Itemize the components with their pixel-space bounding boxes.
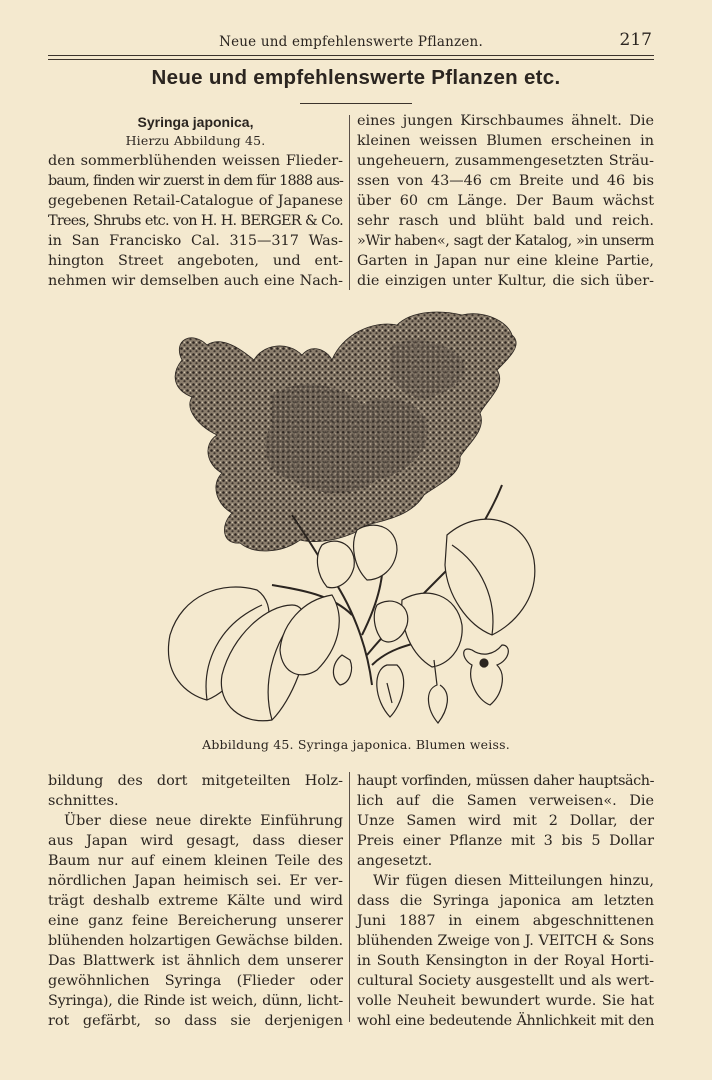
page-number: 217 xyxy=(619,30,652,50)
syringa-illustration xyxy=(162,305,542,730)
running-head xyxy=(48,30,654,52)
text-line: aus Japan wird gesagt, dass dieser xyxy=(48,833,343,849)
text-line: trägt deshalb extreme Kälte und wird xyxy=(48,893,343,909)
text-line: baum, finden wir zuerst in dem für 1888 aus- xyxy=(48,173,343,189)
text-line: rot gefärbt, so dass sie derjenigen xyxy=(48,1013,343,1029)
text-line: Syringa), die Rinde ist weich, dünn, licht- xyxy=(48,993,343,1009)
text-line: Trees, Shrubs etc. von H. H. BERGER & Co. xyxy=(48,213,343,229)
top-left-column xyxy=(48,151,343,291)
text-line: wohl eine bedeutende Ähnlichkeit mit den xyxy=(357,1013,654,1029)
bottom-left-column xyxy=(48,771,343,1031)
text-line: die einzigen unter Kultur, die sich über- xyxy=(357,273,654,289)
text-line: gewöhnlichen Syringa (Flieder oder xyxy=(48,973,343,989)
figure-caption: Abbildung 45. Syringa japonica. Blumen weiss. xyxy=(202,737,510,752)
text-line: schnittes. xyxy=(48,793,119,809)
text-line: blühenden holzartigen Gewächse bilden. xyxy=(48,933,343,949)
text-line: eines jungen Kirschbaumes ähnelt. Die xyxy=(357,113,654,129)
text-line: nehmen wir demselben auch eine Nach- xyxy=(48,273,343,289)
text-line: ungeheuern, zusammengesetzten Sträu- xyxy=(357,153,654,169)
text-line: »Wir haben«, sagt der Katalog, »in unserm xyxy=(357,233,654,249)
text-line: gegebenen Retail-Catalogue of Japanese xyxy=(48,193,343,209)
text-line: bildung des dort mitgeteilten Holz- xyxy=(48,773,343,789)
article-heading xyxy=(48,114,343,151)
column-divider xyxy=(349,772,350,1022)
text-line: volle Neuheit bewundert wurde. Sie hat xyxy=(357,993,654,1009)
text-line: den sommerblühenden weissen Flieder- xyxy=(48,153,343,169)
text-line: in San Francisko Cal. 315—317 Was- xyxy=(48,233,343,249)
title-rule xyxy=(300,103,412,104)
text-line: ssen von 43—46 cm Breite und 46 bis xyxy=(357,173,654,189)
section-title: Neue und empfehlenswerte Pflanzen etc. xyxy=(151,66,561,89)
text-line: Unze Samen wird mit 2 Dollar, der xyxy=(357,813,654,829)
text-line: eine ganz feine Bereicherung unserer xyxy=(48,913,343,929)
article-figure-reference: Hierzu Abbildung 45. xyxy=(125,133,266,148)
text-line: Baum nur auf einem kleinen Teile des xyxy=(48,853,343,869)
text-line: haupt vorfinden, müssen daher hauptsäch- xyxy=(357,773,654,789)
text-line: Garten in Japan nur eine kleine Partie, xyxy=(357,253,654,269)
flower-cluster xyxy=(175,312,516,551)
text-line: Das Blattwerk ist ähnlich dem unserer xyxy=(48,953,343,969)
running-title: Neue und empfehlenswerte Pflanzen. xyxy=(219,34,483,50)
text-line: blühenden Zweige von J. VEITCH & Sons xyxy=(357,933,654,949)
text-line: Juni 1887 in einem abgeschnittenen xyxy=(357,913,654,929)
text-line: dass die Syringa japonica am letzten xyxy=(357,893,654,909)
article-name: Syringa japonica, xyxy=(137,114,254,130)
column-divider xyxy=(349,115,350,290)
text-line: lich auf die Samen verweisen«. Die xyxy=(357,793,654,809)
text-line: Über diese neue direkte Einführung xyxy=(64,813,343,829)
text-line: über 60 cm Länge. Der Baum wächst xyxy=(357,193,654,209)
header-rule xyxy=(48,55,654,60)
bottom-right-column xyxy=(357,771,654,1031)
text-line: Wir fügen diesen Mitteilungen hinzu, xyxy=(373,873,654,889)
text-line: Preis einer Pflanze mit 3 bis 5 Dollar xyxy=(357,833,654,849)
text-line: sehr rasch und blüht bald und reich. xyxy=(357,213,654,229)
text-line: nördlichen Japan heimisch sei. Er ver- xyxy=(48,873,343,889)
text-line: cultural Society ausgestellt und als wert- xyxy=(357,973,654,989)
text-line: hington Street angeboten, und ent- xyxy=(48,253,343,269)
text-line: angesetzt. xyxy=(357,853,433,869)
text-line: in South Kensington in der Royal Horti- xyxy=(357,953,654,969)
top-right-column xyxy=(357,111,654,291)
text-line: kleinen weissen Blumen erscheinen in xyxy=(357,133,654,149)
